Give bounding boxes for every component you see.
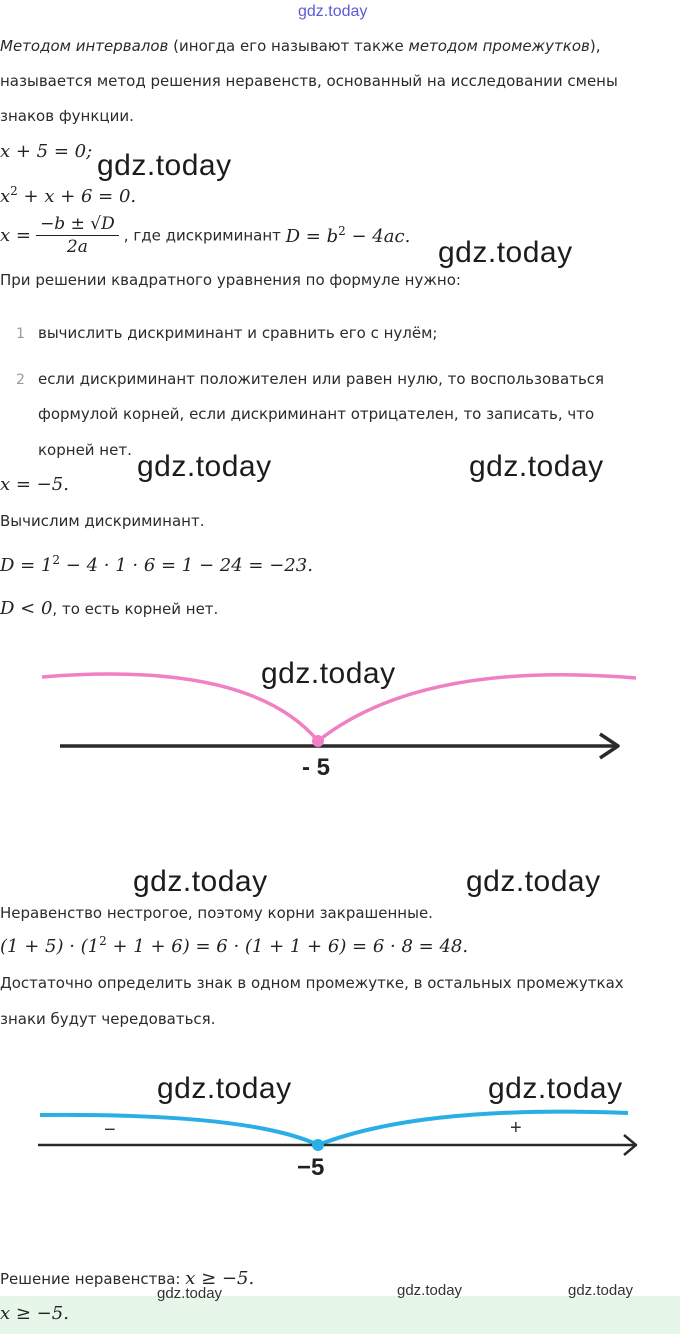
watermark: gdz.today [438, 236, 573, 269]
sign-curve-blue [40, 1112, 628, 1145]
number-line-graph-2 [0, 1095, 680, 1175]
step-2-line-3: корней нет. [38, 441, 132, 459]
answer-box [0, 1296, 680, 1334]
equation-quadratic: $x^2 + x + 6 = 0$. [0, 184, 137, 207]
nonstrict-note: Неравенство нестрогое, поэтому корни закрашенные. [0, 904, 433, 922]
watermark: gdz.today [568, 1282, 634, 1299]
root-point [312, 1139, 324, 1151]
intro-line-3: знаков функции. [0, 107, 134, 125]
watermark-top: gdz.today [298, 3, 368, 20]
step-2-line-2: формулой корней, если дискриминант отрицателен, то записать, что [38, 405, 595, 423]
discriminant-calculation: $D = 1^2 - 4 \cdot 1 \cdot 6 = 1 - 24 = -23$. [0, 553, 313, 576]
watermark: gdz.today [137, 450, 272, 483]
step-number: 2 [16, 372, 25, 388]
minus-sign-label: − [104, 1119, 116, 1141]
plus-sign-label: + [510, 1117, 522, 1139]
calc-discriminant: Вычислим дискриминант. [0, 512, 205, 530]
sign-check-calculation: $(1 + 5) \cdot (1^2 + 1 + 6) = 6 \cdot (1 + 1 + 6) = 6 \cdot 8 = 48$. [0, 934, 469, 957]
watermark: gdz.today [133, 865, 268, 898]
solution-line: Решение неравенства: x ≥ −5. [0, 1268, 255, 1289]
sign-rule-line-2: знаки будут чередоваться. [0, 1010, 216, 1028]
intro-line-1: Методом интервалов (иногда его называют также методом промежутков), [0, 37, 601, 55]
watermark: gdz.today [97, 149, 232, 182]
quadratic-formula: x = $\frac{-b \pm √D}{2a}$ , где дискриминант $D = b^2 - 4ac$. [0, 214, 411, 257]
root-value: x = −5. [0, 474, 69, 495]
rule-intro: При решении квадратного уравнения по формуле нужно: [0, 271, 461, 289]
sign-rule-line-1: Достаточно определить знак в одном промежутке, в остальных промежутках [0, 974, 624, 992]
term-interval-method: Методом интервалов [0, 37, 169, 55]
formula-fraction: $\frac{-b \pm √D}{2a}$ [36, 214, 119, 257]
watermark: gdz.today [261, 657, 396, 690]
watermark: gdz.today [466, 865, 601, 898]
watermark: gdz.today [157, 1072, 292, 1105]
watermark: gdz.today [157, 1285, 223, 1302]
watermark: gdz.today [469, 450, 604, 483]
graph2-root-label: −5 [297, 1154, 325, 1181]
watermark: gdz.today [488, 1072, 623, 1105]
discriminant-negative: D < 0, то есть корней нет. [0, 598, 219, 619]
final-answer: x ≥ −5. [0, 1303, 69, 1324]
graph1-root-label: - 5 [302, 754, 331, 781]
discriminant-formula: $D = b^2 - 4ac$. [285, 224, 411, 247]
step-1: 1 вычислить дискриминант и сравнить его с нулём; [16, 324, 438, 342]
term-gap-method: методом промежутков [408, 37, 590, 55]
equation-linear: x + 5 = 0; [0, 141, 93, 162]
step-number: 1 [16, 326, 25, 342]
intro-line-2: называется метод решения неравенств, основанный на исследовании смены [0, 72, 618, 90]
root-point [312, 735, 324, 747]
watermark: gdz.today [397, 1282, 463, 1299]
step-2-line-1: 2 если дискриминант положителен или равен нулю, то воспользоваться [16, 370, 605, 388]
